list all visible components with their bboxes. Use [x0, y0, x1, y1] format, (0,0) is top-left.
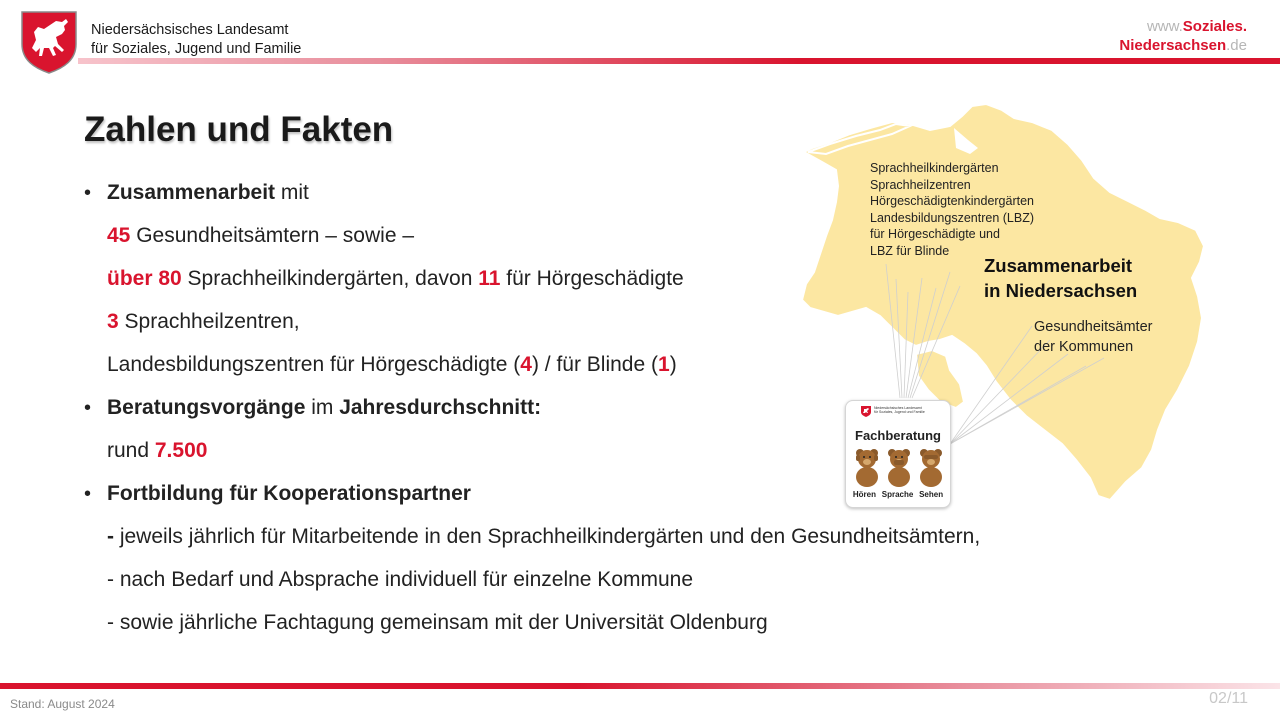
map-heading: [984, 253, 1137, 303]
status-date: Stand: August 2024: [10, 697, 115, 711]
www-dot: .: [1242, 18, 1247, 35]
bullet-icon: •: [84, 182, 92, 204]
consultations-prefix: rund: [107, 439, 155, 462]
hearing-text: für Hörgeschädigte: [500, 267, 684, 290]
institution-label: Hörgeschädigtenkindergärten: [870, 194, 1034, 209]
map-heading-line-2: in Niedersachsen: [984, 280, 1138, 301]
card-title: Fachberatung: [855, 428, 941, 443]
annual-average-heading: Jahresdurchschnitt:: [339, 396, 542, 419]
lbz-text-b: ) / für Blinde (: [531, 353, 658, 376]
health-offices-count: 45: [107, 224, 131, 247]
bullet-icon: •: [84, 483, 92, 505]
collaboration-heading: Zusammenarbeit: [107, 181, 276, 204]
health-offices-text: Gesundheitsämtern – sowie –: [130, 224, 415, 247]
footer-accent-bar: [0, 683, 1280, 689]
training-annual-text: jeweils jährlich für Mitarbeitende in den Sprachheilkindergärten und den Gesundheitsämtern,: [114, 525, 981, 548]
institution-list: [870, 160, 1034, 260]
lbz-text-c: ): [669, 353, 677, 376]
collaboration-rest: mit: [275, 181, 309, 204]
website-link[interactable]: [1119, 17, 1247, 55]
www-niedersachsen: Niedersachsen: [1119, 37, 1227, 54]
bear-hearing-icon: [856, 449, 878, 487]
crest-icon: [861, 406, 871, 417]
kindergartens-text: Sprachheilkindergärten, davon: [181, 267, 479, 290]
card-captions: [850, 490, 946, 499]
health-offices-line-2: der Kommunen: [1034, 339, 1134, 355]
lower-saxony-horse-crest-icon: [20, 10, 78, 74]
institution-label: LBZ für Blinde: [870, 243, 950, 258]
bear-speech-icon: [888, 449, 910, 487]
speech-centers-count: 3: [107, 310, 119, 333]
teddy-bears-icon: [850, 447, 946, 487]
line-training-on-demand: - nach Bedarf und Absprache individuell für einzelne Kommune: [107, 568, 694, 591]
institution-label: für Hörgeschädigte und: [870, 227, 1000, 242]
consultations-heading: Beratungsvorgänge: [107, 396, 306, 419]
dash: -: [107, 525, 114, 548]
lbz-hearing-count: 4: [520, 353, 532, 376]
org-line-2: für Soziales, Jugend und Familie: [91, 41, 302, 57]
www-soziales: Soziales: [1182, 18, 1243, 35]
map-heading-line-1: Zusammenarbeit: [984, 255, 1133, 276]
card-org-line-1: Niedersächsisches Landesamt: [874, 406, 922, 410]
www-prefix: www.: [1146, 18, 1183, 35]
institution-label: Sprachheilzentren: [870, 177, 971, 192]
line-training-annual: [84, 519, 1134, 562]
caption-seeing: Sehen: [919, 490, 944, 499]
slide-title: Zahlen und Fakten: [84, 110, 394, 149]
bullet-icon: •: [84, 397, 92, 419]
hearing-count: 11: [478, 267, 501, 290]
institution-label: Landesbildungszentren (LBZ): [870, 210, 1034, 225]
org-line-1: Niedersächsisches Landesamt: [91, 22, 289, 38]
speech-centers-text: Sprachheilzentren,: [118, 310, 300, 333]
lbz-text-a: Landesbildungszentren für Hörgeschädigte (: [107, 353, 521, 376]
card-org-name: [874, 406, 925, 414]
consultations-count: 7.500: [154, 439, 208, 462]
caption-hearing: Hören: [852, 490, 876, 499]
card-org-line-2: für Soziales, Jugend und Familie: [874, 410, 925, 415]
fachberatung-card: [845, 400, 951, 508]
line-training-conference: - sowie jährliche Fachtagung gemeinsam mit der Universität Oldenburg: [107, 611, 768, 634]
consultations-mid: im: [305, 396, 340, 419]
organization-name: [91, 21, 301, 59]
kindergartens-count: über 80: [107, 267, 182, 290]
health-offices-line-1: Gesundheitsämter: [1034, 319, 1153, 335]
bear-seeing-icon: [920, 449, 942, 487]
www-suffix: .de: [1226, 37, 1247, 54]
lbz-blind-count: 1: [658, 353, 670, 376]
health-offices-label: [1034, 317, 1152, 357]
institution-label: Sprachheilkindergärten: [870, 161, 999, 175]
page-number: 02/11: [1209, 690, 1248, 707]
training-heading: Fortbildung für Kooperationspartner: [107, 482, 471, 505]
caption-speech: Sprache: [881, 490, 914, 499]
header-accent-bar: [78, 58, 1280, 64]
header: [0, 0, 1280, 80]
